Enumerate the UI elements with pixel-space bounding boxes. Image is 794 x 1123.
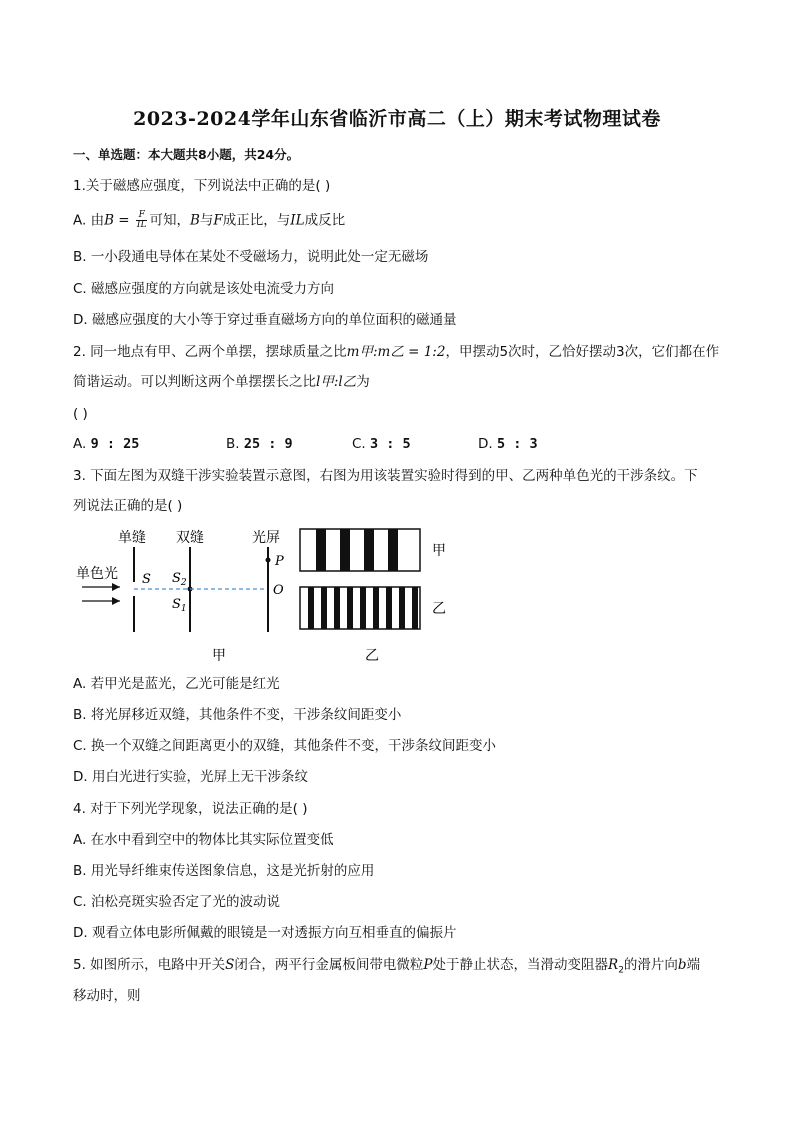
question-2-option-b bbox=[226, 436, 293, 452]
question-2-text-a: 2. 同一地点有甲、乙两个单摆，摆球质量之比 bbox=[73, 344, 347, 360]
arrowhead-1 bbox=[112, 583, 120, 591]
question-1-option-b: B. 一小段通电导体在某处不受磁场力，说明此处一定无磁场 bbox=[73, 249, 429, 265]
label-figure-left: 甲 bbox=[212, 648, 226, 664]
page-title: 2023-2024学年山东省临沂市高二（上）期末考试物理试卷 bbox=[133, 108, 661, 130]
question-4-option-a: A. 在水中看到空中的物体比其实际位置变低 bbox=[73, 832, 334, 848]
label-s1: $S_1$ bbox=[172, 597, 187, 614]
label-double-slit: 双缝 bbox=[176, 530, 204, 546]
section-heading: 一、单选题：本大题共8小题，共24分。 bbox=[73, 147, 300, 162]
math-r: R bbox=[608, 957, 619, 973]
question-3-option-a: A. 若甲光是蓝光，乙光可能是红光 bbox=[73, 676, 280, 692]
question-3-option-c: C. 换一个双缝之间距离更小的双缝，其他条件不变，干涉条纹间距变小 bbox=[73, 738, 497, 754]
q5-text-e: 端 bbox=[686, 957, 701, 973]
q5-text-b: 闭合，两平行金属板间带电微粒 bbox=[234, 957, 424, 973]
option-a-text-4: 成反比 bbox=[304, 212, 346, 229]
math-b-2: B bbox=[189, 212, 200, 229]
question-2-line-2 bbox=[73, 373, 370, 391]
label-screen: 光屏 bbox=[252, 530, 280, 546]
question-3-line-1: 3. 下面左图为双缝干涉实验装置示意图，右图为用该装置实验时得到的甲、乙两种单色光的干涉条纹。下 bbox=[73, 468, 698, 484]
option-value: 3 : 5 bbox=[370, 436, 411, 452]
point-p bbox=[266, 558, 271, 563]
math-b-end: b bbox=[677, 957, 687, 973]
question-1-option-a bbox=[73, 211, 345, 230]
question-2-option-c bbox=[352, 436, 411, 452]
option-letter: C. bbox=[352, 436, 371, 452]
fringe-pattern-jia bbox=[300, 529, 420, 571]
label-s2: $S_2$ bbox=[172, 571, 187, 588]
question-2-option-d bbox=[478, 436, 538, 452]
label-figure-right: 乙 bbox=[365, 648, 379, 664]
q5-text-a: 5. 如图所示，电路中开关 bbox=[73, 957, 226, 973]
option-a-text-1: 可知， bbox=[149, 212, 190, 229]
option-value: 5 : 3 bbox=[496, 436, 538, 452]
question-1-stem: 1.关于磁感应强度，下列说法中正确的是( ) bbox=[73, 178, 331, 194]
question-2-text-c: 简谐运动。可以判断这两个单摆摆长之比 bbox=[73, 374, 316, 390]
question-2-line-1 bbox=[73, 343, 719, 361]
question-2-option-a bbox=[73, 436, 139, 452]
fringe-label-jia: 甲 bbox=[432, 543, 446, 559]
option-a-text-3: 成正比，与 bbox=[222, 212, 291, 229]
question-4-option-d: D. 观看立体电影所佩戴的眼镜是一对透振方向互相垂直的偏振片 bbox=[73, 925, 457, 941]
question-1-option-c: C. 磁感应强度的方向就是该处电流受力方向 bbox=[73, 281, 335, 297]
question-4-option-c: C. 泊松亮斑实验否定了光的波动说 bbox=[73, 894, 281, 910]
label-p: P bbox=[275, 554, 284, 569]
label-monochromatic-light: 单色光 bbox=[76, 566, 118, 582]
fraction-f-over-il bbox=[136, 211, 148, 230]
math-s: S bbox=[225, 957, 235, 973]
double-slit-figure bbox=[70, 520, 470, 670]
question-4-stem: 4. 对于下列光学现象，说法正确的是( ) bbox=[73, 801, 308, 817]
fraction-numerator: F bbox=[136, 211, 148, 221]
math-mass-ratio: m甲:m乙 = 1:2 bbox=[346, 344, 446, 360]
question-3-option-b: B. 将光屏移近双缝，其他条件不变，干涉条纹间距变小 bbox=[73, 707, 402, 723]
math-f: F bbox=[213, 212, 223, 229]
math-b: B bbox=[104, 212, 115, 229]
math-length-ratio: l甲:l乙 bbox=[316, 374, 357, 390]
question-1-option-d: D. 磁感应强度的大小等于穿过垂直磁场方向的单位面积的磁通量 bbox=[73, 312, 457, 328]
option-letter: D. bbox=[478, 436, 497, 452]
option-letter: A. bbox=[73, 436, 91, 452]
question-5-line-2: 移动时，则 bbox=[73, 988, 141, 1004]
option-value: 25 : 9 bbox=[243, 436, 293, 452]
question-2-text-d: 为 bbox=[356, 374, 370, 390]
q5-text-d: 的滑片向 bbox=[623, 957, 678, 973]
option-value: 9 : 25 bbox=[90, 436, 140, 452]
question-5-line-1 bbox=[73, 956, 700, 980]
option-a-prefix: A. 由 bbox=[73, 212, 105, 229]
option-letter: B. bbox=[226, 436, 244, 452]
math-equals: = bbox=[114, 212, 134, 229]
label-o: O bbox=[273, 583, 284, 598]
label-single-slit: 单缝 bbox=[118, 530, 146, 546]
fringe-pattern-yi bbox=[300, 587, 420, 629]
question-2-text-b: ，甲摆动5次时，乙恰好摆动3次，它们都在作 bbox=[445, 344, 720, 360]
question-3-line-2: 列说法正确的是( ) bbox=[73, 498, 183, 514]
arrowhead-2 bbox=[112, 597, 120, 605]
question-4-option-b: B. 用光导纤维束传送图象信息，这是光折射的应用 bbox=[73, 863, 375, 879]
math-r-subscript: 2 bbox=[618, 965, 624, 976]
fringe-label-yi: 乙 bbox=[432, 601, 446, 617]
label-s: S bbox=[142, 572, 151, 587]
question-2-answer-paren: ( ) bbox=[73, 406, 88, 422]
fraction-denominator: IL bbox=[136, 220, 147, 230]
question-3-option-d: D. 用白光进行实验，光屏上无干涉条纹 bbox=[73, 769, 308, 785]
math-il: IL bbox=[290, 212, 305, 229]
math-p: P bbox=[423, 957, 433, 973]
option-a-text-2: 与 bbox=[199, 212, 214, 229]
q5-text-c: 处于静止状态，当滑动变阻器 bbox=[432, 957, 609, 973]
